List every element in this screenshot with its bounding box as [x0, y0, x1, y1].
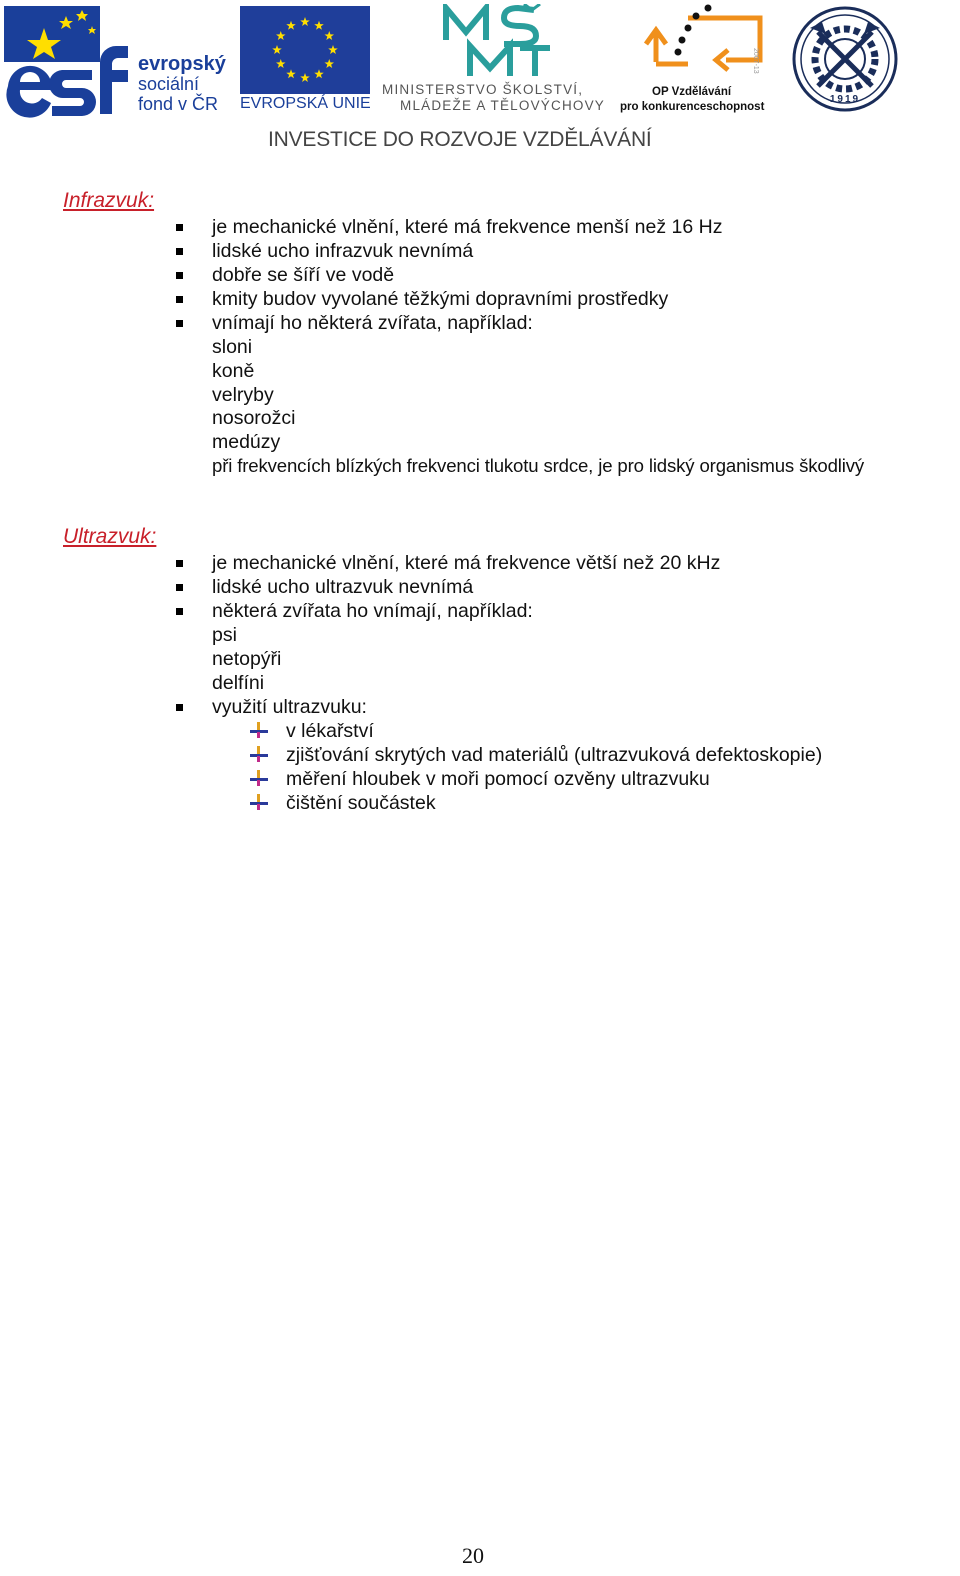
infrazvuk-bullet: dobře se šíří ve vodě — [212, 264, 395, 286]
op-logo — [618, 4, 768, 116]
infrazvuk-line: nosorožci — [212, 407, 296, 429]
esf-logo — [4, 6, 234, 118]
esf-mark — [4, 6, 134, 118]
arrow-bullet-icon — [250, 770, 268, 786]
op-line1: OP Vzdělávání — [652, 86, 732, 98]
infrazvuk-line: medúzy — [212, 431, 281, 453]
bullet-square — [176, 608, 183, 615]
ultrazvuk-line: delfíni — [212, 672, 265, 694]
infrazvuk-line: sloni — [212, 336, 253, 358]
ultrazvuk-use: zjišťování skrytých vad materiálů (ultrazvuková defektoskopie) — [286, 744, 823, 766]
esf-line1: evropský — [138, 53, 226, 75]
investice-tagline: INVESTICE DO ROZVOJE VZDĚLÁVÁNÍ — [268, 128, 652, 151]
op-line2: pro konkurenceschopnost — [620, 101, 765, 113]
infrazvuk-bullet: kmity budov vyvolané těžkými dopravními prostředky — [212, 288, 669, 310]
msmt-logo — [382, 4, 612, 116]
ultrazvuk-heading: Ultrazvuk: — [63, 525, 157, 548]
ultrazvuk-use: čištění součástek — [286, 792, 436, 814]
bullet-square — [176, 704, 183, 711]
bullet-square — [176, 248, 183, 255]
ultrazvuk-bullet: některá zvířata ho vnímají, například: — [212, 600, 533, 622]
infrazvuk-line: koně — [212, 360, 255, 382]
eu-caption: EVROPSKÁ UNIE — [240, 95, 371, 112]
esf-line3: fond v ČR — [138, 94, 219, 114]
ultrazvuk-bullet: je mechanické vlnění, které má frekvence větší než 20 kHz — [212, 552, 721, 574]
university-emblem — [792, 6, 898, 112]
ultrazvuk-line: netopýři — [212, 648, 282, 670]
ultrazvuk-line: psi — [212, 624, 237, 646]
ultrazvuk-uses-label: využití ultrazvuku: — [212, 696, 367, 718]
emblem-year: 1919 — [829, 94, 861, 105]
bullet-square — [176, 584, 183, 591]
eu-flag — [240, 6, 370, 94]
ultrazvuk-use: měření hloubek v moři pomocí ozvěny ultrazvuku — [286, 768, 710, 790]
infrazvuk-bullet: je mechanické vlnění, které má frekvence menší než 16 Hz — [212, 216, 723, 238]
bullet-square — [176, 296, 183, 303]
esf-text — [138, 54, 226, 114]
msmt-line2: MLÁDEŽE A TĚLOVÝCHOVY — [400, 98, 606, 113]
arrow-bullet-icon — [250, 722, 268, 738]
ultrazvuk-bullet: lidské ucho ultrazvuk nevnímá — [212, 576, 474, 598]
ultrazvuk-use: v lékařství — [286, 720, 374, 742]
bullet-square — [176, 320, 183, 327]
arrow-bullet-icon — [250, 794, 268, 810]
eu-logo — [240, 6, 372, 116]
esf-line2: sociální — [138, 74, 200, 94]
op-years: 2007-13 — [752, 48, 759, 74]
infrazvuk-bullet: lidské ucho infrazvuk nevnímá — [212, 240, 474, 262]
infrazvuk-line: při frekvencích blízkých frekvenci tlukotu srdce, je pro lidský organismus škodlivý — [212, 455, 865, 476]
msmt-mark — [440, 4, 560, 84]
msmt-line1: MINISTERSTVO ŠKOLSTVÍ, — [382, 82, 584, 97]
infrazvuk-bullet: vnímají ho některá zvířata, například: — [212, 312, 533, 334]
infrazvuk-line: velryby — [212, 384, 274, 406]
emblem-icon — [792, 6, 898, 112]
bullet-square — [176, 224, 183, 231]
op-mark — [644, 4, 764, 88]
arrow-bullet-icon — [250, 746, 268, 762]
infrazvuk-heading: Infrazvuk: — [63, 189, 155, 212]
bullet-square — [176, 272, 183, 279]
bullet-square — [176, 560, 183, 567]
page-number: 20 — [462, 1543, 484, 1568]
